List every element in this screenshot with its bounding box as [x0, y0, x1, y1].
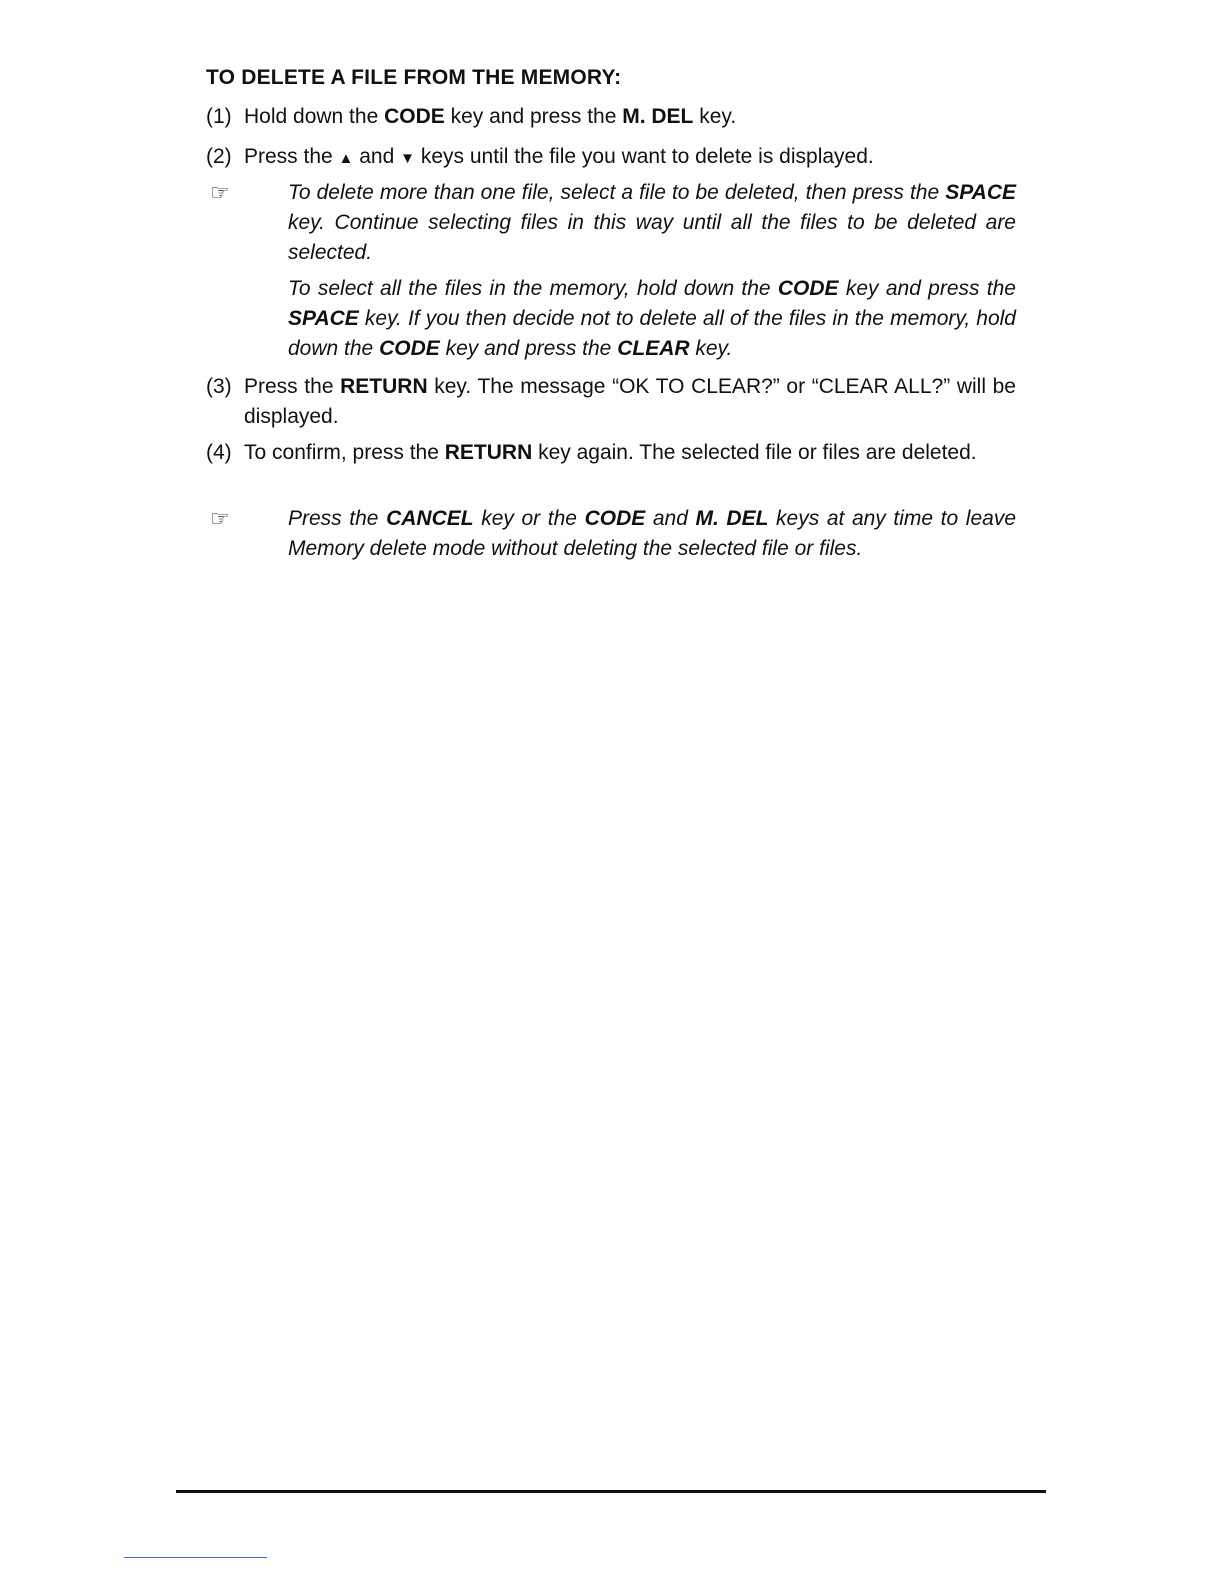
up-arrow-icon: ▲	[338, 150, 354, 167]
step-2	[206, 142, 1016, 174]
note-text	[288, 504, 1016, 564]
text-run: keys at any time to leave Memory delete mode without deleting the selected file or files.	[288, 507, 1016, 560]
step-3	[206, 372, 1016, 432]
down-arrow-icon: ▼	[400, 150, 415, 167]
text-run: Press the	[288, 507, 387, 530]
text-run: key and press the	[838, 277, 1016, 300]
key-name: RETURN	[444, 441, 533, 464]
footer-rule	[176, 1490, 1046, 1493]
text-run: key and press the	[439, 337, 618, 360]
text-run: Press the	[244, 145, 339, 168]
text-run: key. If you then decide not to delete all of the files in the memory, hold down the	[288, 307, 1016, 360]
text-run: key. Continue selecting files in this way until all the files to be deleted are selected.	[288, 211, 1016, 264]
text-run: and	[353, 145, 401, 168]
text-run: key again. The selected file or files are deleted.	[532, 441, 977, 464]
text-run: key or the	[473, 507, 585, 530]
note-1	[210, 178, 1016, 268]
pointing-hand-icon: ☞	[210, 506, 230, 531]
note-1-continuation	[288, 274, 1016, 364]
step-number: (2)	[206, 145, 232, 168]
link-underline	[124, 1557, 267, 1558]
text-run: Hold down the	[244, 105, 385, 128]
key-name: RETURN	[340, 375, 428, 398]
key-name: CLEAR	[617, 337, 690, 360]
text-run: keys until the file you want to delete is displayed.	[414, 145, 874, 168]
note-text	[288, 178, 1016, 268]
key-name: SPACE	[288, 307, 359, 330]
key-name: CODE	[379, 337, 440, 360]
text-run: To delete more than one file, select a file to be deleted, then press the	[288, 181, 946, 204]
step-number: (3)	[206, 375, 232, 398]
note-2	[210, 504, 1016, 564]
text-run: key.	[693, 105, 737, 128]
step-text	[244, 102, 1016, 132]
key-name: CODE	[384, 105, 445, 128]
text-run: key and press the	[444, 105, 623, 128]
step-4	[206, 438, 1016, 468]
key-name: M. DEL	[622, 105, 694, 128]
step-number: (4)	[206, 441, 232, 464]
pointing-hand-icon: ☞	[210, 180, 230, 205]
section-heading: TO DELETE A FILE FROM THE MEMORY:	[206, 66, 622, 89]
step-text	[244, 438, 1016, 468]
text-run: To confirm, press the	[244, 441, 445, 464]
key-name: CODE	[584, 507, 646, 530]
step-text	[244, 372, 1016, 432]
key-name: SPACE	[945, 181, 1016, 204]
step-number: (1)	[206, 105, 232, 128]
text-run: key.	[689, 337, 733, 360]
key-name: CODE	[777, 277, 839, 300]
step-1	[206, 102, 1016, 132]
key-name: CANCEL	[386, 507, 474, 530]
text-run: To select all the files in the memory, hold down the	[288, 277, 778, 300]
step-text	[244, 142, 1016, 174]
text-run: Press the	[244, 375, 341, 398]
text-run: key. The message “OK TO CLEAR?” or “CLEAR ALL?” will be displayed.	[244, 375, 1016, 428]
key-name: M. DEL	[695, 507, 769, 530]
text-run: and	[645, 507, 696, 530]
